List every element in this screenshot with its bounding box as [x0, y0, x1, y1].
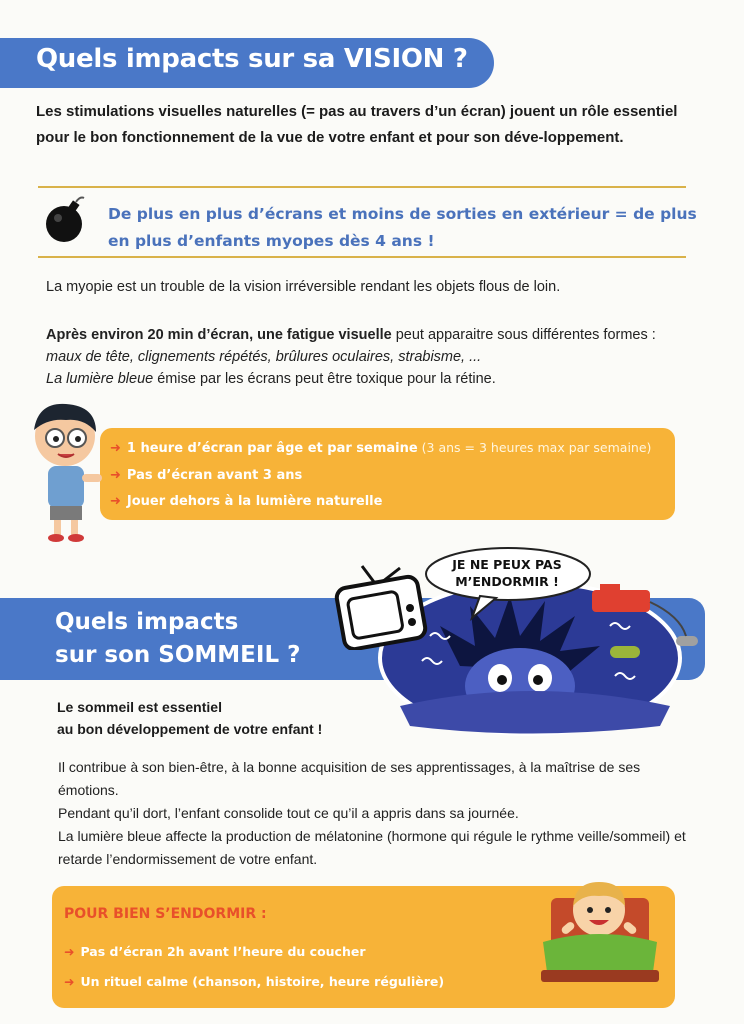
vision-tip-3: ➜ Jouer dehors à la lumière naturelle [110, 494, 383, 509]
fatigue-symptoms: maux de tête, clignements répétés, brûlures oculaires, strabisme, ... [46, 349, 482, 365]
vision-intro: Les stimulations visuelles naturelles (= pas au travers d’un écran) jouent un rôle essentiel pour le bon fonctionnement de la vue de votre enfant et pour son déve-loppement. [36, 103, 678, 146]
myopia-warning: De plus en plus d’écrans et moins de sorties en extérieur = de plus en plus d’enfants myopes dès 4 ans ! [108, 205, 697, 250]
vision-tip-1: ➜ 1 heure d’écran par âge et par semaine (3 ans = 3 heures max par semaine) [110, 440, 652, 456]
arrow-icon: ➜ [110, 494, 121, 509]
divider-bottom [38, 256, 686, 258]
happy-child-bed-illustration [535, 868, 665, 992]
bomb-icon [40, 194, 90, 246]
arrow-icon: ➜ [64, 974, 75, 989]
vision-title: Quels impacts sur sa VISION ? [36, 44, 468, 74]
sleep-tip-1: ➜ Pas d’écran 2h avant l’heure du coucher [64, 944, 366, 959]
arrow-icon: ➜ [64, 944, 75, 959]
arrow-icon: ➜ [110, 468, 121, 483]
sleep-essential: Le sommeil est essentiel au bon développement de votre enfant ! [57, 699, 323, 737]
arrow-icon: ➜ [110, 441, 121, 456]
sleep-tip-2: ➜ Un rituel calme (chanson, histoire, heure régulière) [64, 974, 445, 989]
blue-light-rest: émise par les écrans peut être toxique pour la rétine. [153, 371, 496, 387]
divider-top [38, 186, 686, 188]
blue-light-label: La lumière bleue [46, 371, 154, 387]
myopia-definition: La myopie est un trouble de la vision irréversible rendant les objets flous de loin. [46, 279, 561, 295]
sleep-tips-title: POUR BIEN S’ENDORMIR : [64, 906, 267, 922]
fatigue-bold: Après environ 20 min d’écran, une fatigue visuelle [46, 327, 392, 343]
fatigue-paragraph [46, 324, 686, 390]
fatigue-rest: peut apparaitre sous différentes formes : [391, 327, 656, 343]
boy-glasses-illustration [22, 396, 108, 546]
vision-tip-2: ➜ Pas d’écran avant 3 ans [110, 468, 303, 483]
sleep-title: Quels impacts sur son SOMMEIL ? [55, 609, 301, 668]
sleep-body: Il contribue à son bien-être, à la bonne acquisition de ses apprentissages, à la maîtrise de ses émotions. Pendant qu’il dort, l’enfant consolide tout ce qu’il a appris dans sa journée. La lumière bleue affecte la production de mélatonine (hormone qui régule le rythme veille/sommeil) et retarde l’endormissement de votre enfant. [58, 759, 686, 867]
speech-bubble-text: JE NE PEUX PAS M’ENDORMIR ! [452, 557, 562, 589]
tv-icon [334, 564, 430, 650]
